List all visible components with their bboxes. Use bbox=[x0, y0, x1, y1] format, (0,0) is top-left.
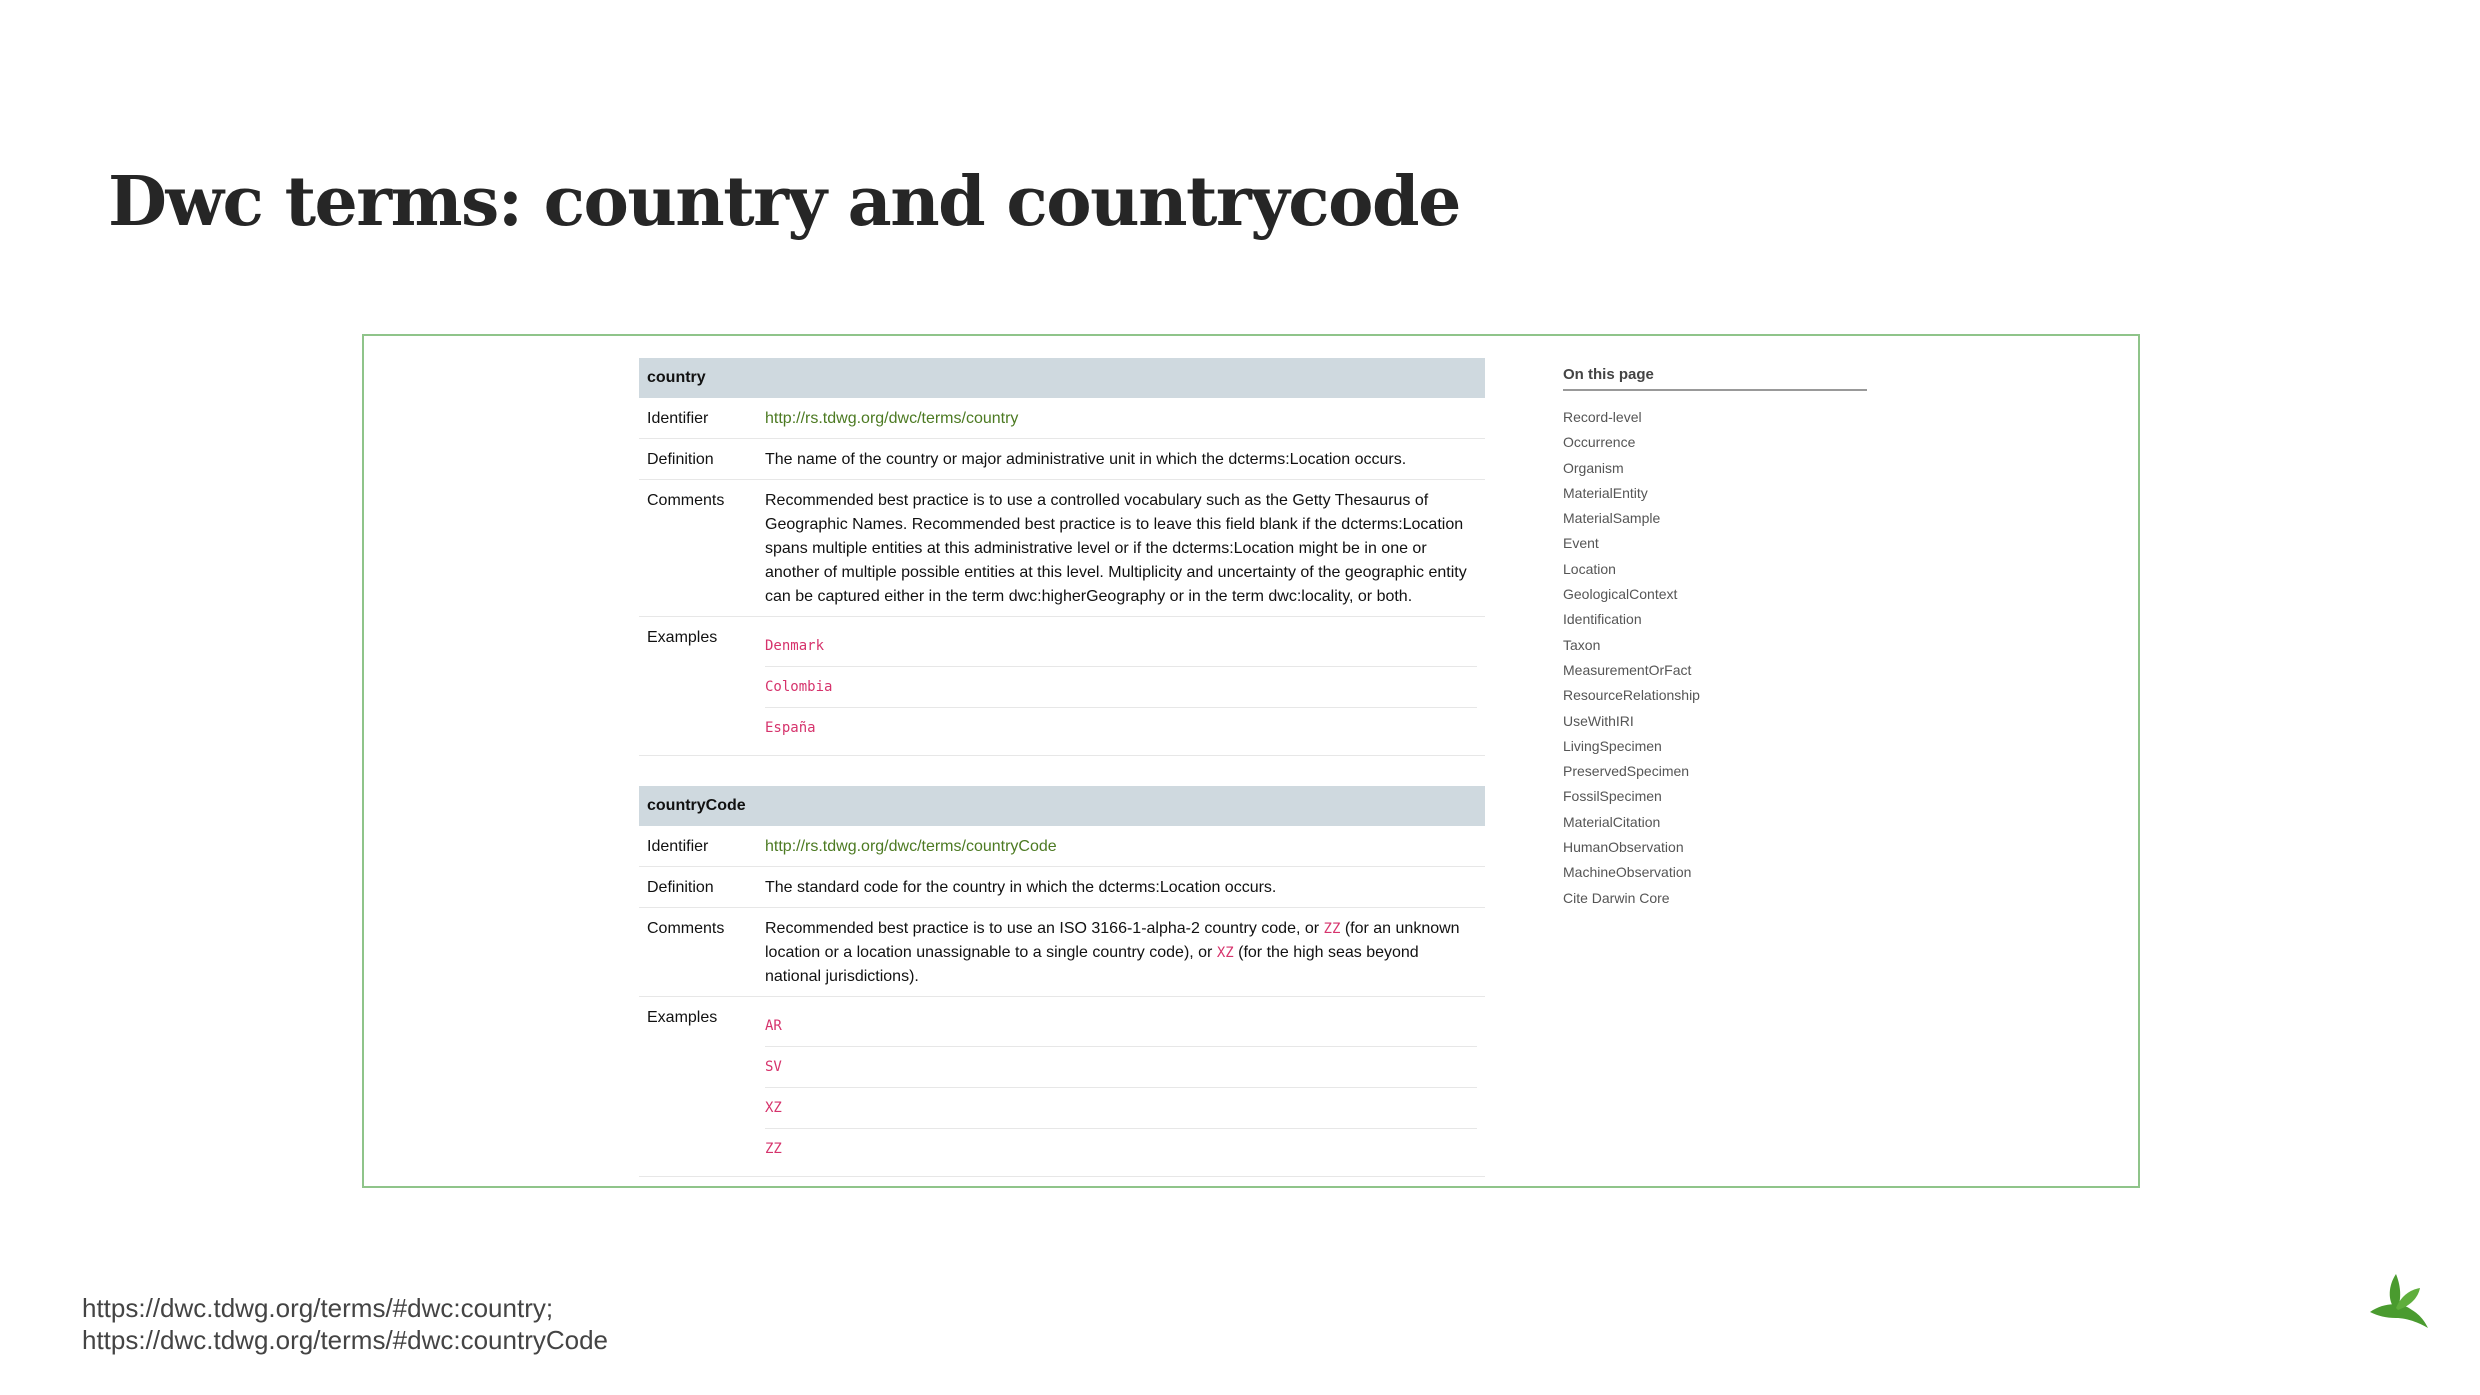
comments-part: (for an unknown location or a location unassignable to a single country code), or bbox=[765, 920, 1460, 961]
example-code: XZ bbox=[765, 1100, 782, 1116]
toc-item[interactable]: Organism bbox=[1563, 459, 1624, 476]
comments-label: Comments bbox=[639, 480, 757, 617]
definition-text: The name of the country or major administrative unit in which the dcterms:Location occurs. bbox=[757, 439, 1485, 480]
toc-item[interactable]: PreservedSpecimen bbox=[1563, 763, 1690, 780]
toc-item[interactable]: Location bbox=[1563, 560, 1616, 577]
identifier-label: Identifier bbox=[639, 398, 757, 439]
toc-item[interactable]: Taxon bbox=[1563, 636, 1601, 653]
definition-label: Definition bbox=[639, 439, 757, 480]
inline-code: ZZ bbox=[1323, 921, 1341, 937]
toc-item[interactable]: Record-level bbox=[1563, 409, 1642, 425]
toc-item[interactable]: MeasurementOrFact bbox=[1563, 661, 1692, 678]
toc-item[interactable]: Cite Darwin Core bbox=[1563, 889, 1670, 906]
toc-item[interactable]: UseWithIRI bbox=[1563, 712, 1634, 729]
reference-link[interactable]: https://dwc.tdwg.org/terms/#dwc:countryCode bbox=[82, 1325, 609, 1355]
toc-item[interactable]: Event bbox=[1563, 535, 1599, 552]
examples-label: Examples bbox=[639, 997, 757, 1177]
identifier-link[interactable]: http://rs.tdwg.org/dwc/terms/countryCode bbox=[765, 838, 1057, 855]
example-code: SV bbox=[765, 1059, 782, 1075]
toc-item[interactable]: ResourceRelationship bbox=[1563, 687, 1700, 704]
example-item bbox=[765, 626, 1477, 667]
example-item bbox=[765, 1129, 1477, 1169]
toc-item[interactable]: Identification bbox=[1563, 611, 1642, 628]
reference-link[interactable]: https://dwc.tdwg.org/terms/#dwc:country; bbox=[82, 1293, 554, 1323]
inline-code: XZ bbox=[1216, 945, 1234, 961]
term-table-countrycode bbox=[639, 786, 1485, 1177]
comments-text: Recommended best practice is to use a controlled vocabulary such as the Getty Thesaurus of Geographic Names. Recommended best practice is to leave this field blank if the dcterms:Location spans multiple entities at this administrative level or if the dcterms:Location might be in one or another of multiple possible entities at this level. Multiplicity and uncertainty of the geographic entity can be captured either in the term dwc:higherGeography or in the term dwc:locality, or both. bbox=[757, 480, 1485, 617]
toc-item[interactable]: HumanObservation bbox=[1563, 839, 1684, 856]
identifier-label: Identifier bbox=[639, 826, 757, 867]
example-item bbox=[765, 1006, 1477, 1047]
examples-label: Examples bbox=[639, 617, 757, 756]
definition-label: Definition bbox=[639, 867, 757, 908]
examples-list bbox=[757, 617, 1485, 756]
term-table-country bbox=[639, 358, 1485, 756]
terms-content bbox=[639, 358, 1485, 1207]
example-item bbox=[765, 1047, 1477, 1088]
example-code: España bbox=[765, 720, 816, 736]
toc-item[interactable]: MaterialCitation bbox=[1563, 813, 1661, 830]
screenshot-frame bbox=[362, 334, 2140, 1188]
example-item bbox=[765, 1088, 1477, 1129]
example-code: Colombia bbox=[765, 679, 833, 695]
example-code: ZZ bbox=[765, 1141, 782, 1157]
term-name: countryCode bbox=[639, 786, 1485, 826]
toc-item[interactable]: FossilSpecimen bbox=[1563, 788, 1662, 805]
slide-title: Dwc terms: country and countrycode bbox=[108, 162, 1460, 242]
comments-part: Recommended best practice is to use an ISO 3166-1-alpha-2 country code, or bbox=[765, 920, 1324, 937]
example-code: Denmark bbox=[765, 638, 825, 654]
on-this-page-nav bbox=[1563, 366, 1867, 911]
toc-list bbox=[1563, 405, 1867, 911]
toc-item[interactable]: LivingSpecimen bbox=[1563, 737, 1662, 754]
toc-item[interactable]: MaterialEntity bbox=[1563, 484, 1648, 501]
comments-part: (for the high seas beyond national jurisdictions). bbox=[765, 944, 1419, 985]
toc-title: On this page bbox=[1563, 366, 1867, 391]
reference-links bbox=[82, 1292, 608, 1356]
identifier-link[interactable]: http://rs.tdwg.org/dwc/terms/country bbox=[765, 410, 1019, 427]
gbif-leaf-icon bbox=[2366, 1272, 2430, 1330]
example-item bbox=[765, 708, 1477, 748]
toc-item[interactable]: MachineObservation bbox=[1563, 864, 1692, 881]
comments-label: Comments bbox=[639, 908, 757, 997]
toc-item[interactable]: Occurrence bbox=[1563, 434, 1636, 451]
example-item bbox=[765, 667, 1477, 708]
example-code: AR bbox=[765, 1018, 782, 1034]
toc-item[interactable]: MaterialSample bbox=[1563, 510, 1661, 527]
definition-text: The standard code for the country in which the dcterms:Location occurs. bbox=[757, 867, 1485, 908]
comments-text bbox=[757, 908, 1485, 997]
toc-item[interactable]: GeologicalContext bbox=[1563, 586, 1678, 603]
examples-list bbox=[757, 997, 1485, 1177]
term-name: country bbox=[639, 358, 1485, 398]
